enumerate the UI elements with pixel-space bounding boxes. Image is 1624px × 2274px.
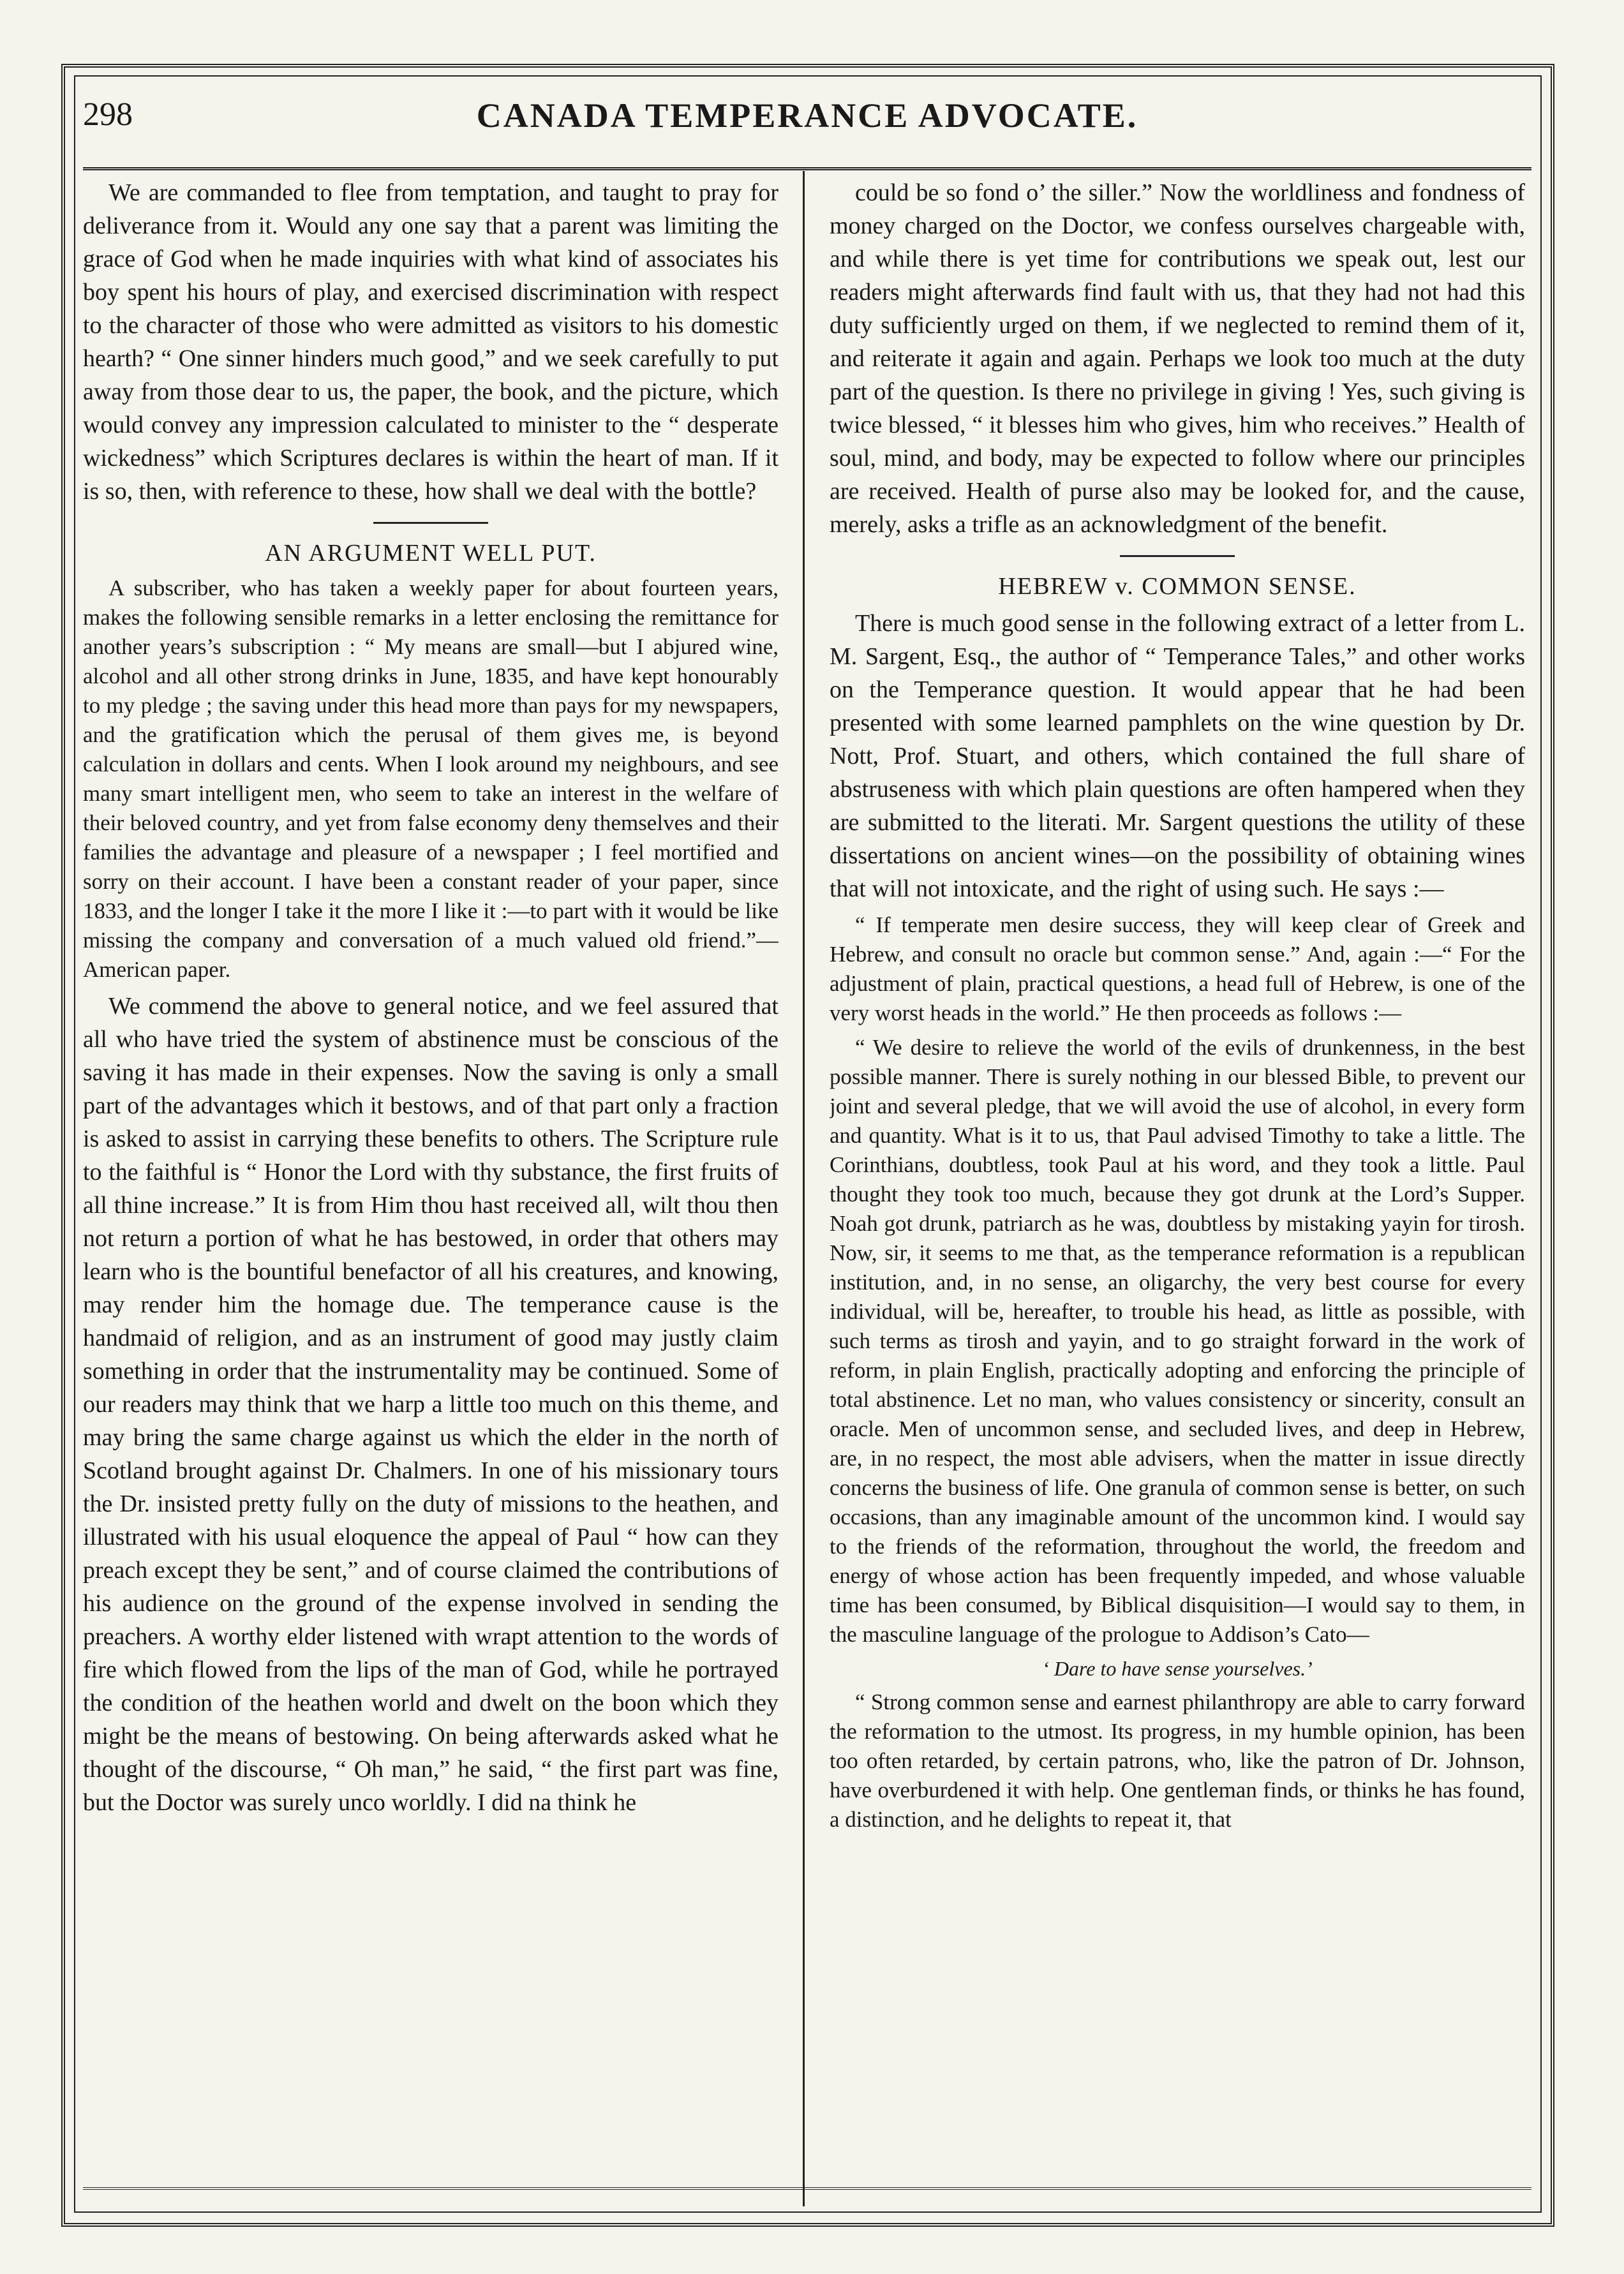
section-separator	[1120, 555, 1235, 557]
article-paragraph: could be so fond o’ the siller.” Now the worldliness and fondness of money charged on the Doctor, we confess ourselves chargeable with, and while there is yet time for contributions we speak out, lest our readers might afterwards find fault with us, that they had not had this duty sufficiently urged on them, if we neglected to remind them of it, and reiterate it again and again. Perhaps we look too much at the duty part of the question. Is there no privilege in giving ! Yes, such giving is twice blessed, “ it blesses him who gives, him who receives.” Health of soul, mind, and body, may be expected to follow where our principles are received. Health of purse also may be looked for, and the cause, merely, asks a trifle as an acknowledgment of the benefit.	[830, 179, 1525, 538]
header-rule	[83, 167, 1531, 170]
article-heading: HEBREW v. COMMON SENSE.	[998, 573, 1357, 600]
article-paragraph: We are commanded to flee from temptation, and taught to pray for deliverance from it. Would any one say that a parent was limiting the grace of God when he made inquiries with what kind of associates his boy spent his hours of play, and exercised discrimination with respect to the character of those who were admitted as visitors to his domestic hearth? “ One sinner hinders much good,” and we seek carefully to put away from those dear to us, the paper, the book, and the picture, which would convey any impression calculated to minister to the “ desperate wickedness” which Scriptures declares is within the heart of man. If it is so, then, with reference to these, how shall we deal with the bottle?	[83, 179, 778, 505]
left-column	[83, 176, 778, 2167]
running-title: CANADA TEMPERANCE ADVOCATE.	[476, 96, 1138, 135]
article-paragraph: “ If temperate men desire success, they will keep clear of Greek and Hebrew, and consult no oracle but common sense.” And, again :—“ For the adjustment of plain, practical questions, a head full of Hebrew, is one of the very worst heads in the world.” He then proceeds as follows :—	[830, 912, 1525, 1025]
article-paragraph: “ Strong common sense and earnest philanthropy are able to carry forward the reformation to the utmost. Its progress, in my humble opinion, has been too often retarded, by certain patrons, who, like the patron of Dr. Johnson, have overburdened it with help. One gentleman finds, or thinks he has found, a distinction, and he delights to repeat it, that	[830, 1690, 1525, 1832]
article-paragraph: There is much good sense in the following extract of a letter from L. M. Sargent, Esq., the author of “ Temperance Tales,” and other works on the Temperance question. It would appear that he had been presented with some learned pamphlets on the wine question by Dr. Nott, Prof. Stuart, and others, which contained the full share of abstruseness with which plain questions are often hampered when they are submitted to the literati. Mr. Sargent questions the utility of these dissertations on ancient wines—on the possibility of obtaining wines that will not intoxicate, and the right of using such. He says :—	[830, 610, 1525, 902]
bottom-rule	[83, 2187, 1531, 2190]
page-header	[83, 96, 1531, 147]
article-paragraph: A subscriber, who has taken a weekly paper for about fourteen years, makes the following sensible remarks in a letter enclosing the remittance for another years’s subscription : “ My means are small—but I abjured wine, alcohol and all other strong drinks in June, 1835, and have kept honourably to my pledge ; the saving under this head more than pays for my newspapers, and the gratification which the perusal of them gives me, is beyond calculation in dollars and cents. When I look around my neighbours, and see many smart intelligent men, who seem to take an interest in the welfare of their beloved country, and yet from false economy deny themselves and their families the advantage and pleasure of a newspaper ; I feel mortified and sorry on their account. I have been a constant reader of your paper, since 1833, and the longer I take it the more I like it :—to part with it would be like missing the company and conversation of a much valued old friend.”—American paper.	[83, 576, 778, 982]
column-divider	[803, 171, 805, 2206]
section-separator	[373, 522, 488, 524]
article-paragraph: We commend the above to general notice, and we feel assured that all who have tried the system of abstinence must be conscious of the saving it has made in their expenses. Now the saving is only a small part of the advantages which it bestows, and of that part only a fraction is asked to assist in carrying these benefits to others. The Scripture rule to the faithful is “ Honor the Lord with thy substance, the first fruits of all thine increase.” It is from Him thou hast received all, wilt thou then not return a portion of what he has bestowed, in order that others may learn who is the bountiful benefactor of all his creatures, and knowing, may render him the homage due. The temperance cause is the handmaid of religion, and as an instrument of good may justly claim something in order that the instrumentality may be continued. Some of our readers may think that we harp a little too much on this theme, and may bring the same charge against us which the elder in the north of Scotland brought against Dr. Chalmers. In one of his missionary tours the Dr. insisted pretty fully on the duty of missions to the heathen, and illustrated with his usual eloquence the appeal of Paul “ how can they preach except they be sent,” and of course claimed the contributions of his audience on the ground of the expense involved in sending the preachers. A worthy elder listened with wrapt attention to the words of fire which flowed from the lips of the man of God, while he portrayed the condition of the heathen world and dwelt on the boon which they might be the means of bestowing. On being afterwards asked what he thought of the discourse, “ Oh man,” he said, “ the first part was fine, but the Doctor was surely unco worldly. I did na think he	[83, 993, 778, 1816]
page-number: 298	[83, 96, 133, 133]
right-column	[830, 176, 1525, 2167]
article-heading: AN ARGUMENT WELL PUT.	[265, 540, 597, 567]
article-paragraph: “ We desire to relieve the world of the evils of drunkenness, in the best possible manner. There is surely nothing in our blessed Bible, to prevent our joint and several pledge, that we will avoid the use of alcohol, in every form and quantity. What is it to us, that Paul advised Timothy to take a little. The Corinthians, doubtless, took Paul at his word, and they took a little. Paul thought they took too much, because they got drunk at the Lord’s Supper. Noah got drunk, patriarch as he was, doubtless by mistaking yayin for tirosh. Now, sir, it seems to me that, as the temperance reformation is a republican institution, and, in no sense, an oligarchy, the very best course for every individual, will be, hereafter, to trouble his head, as little as possible, with such terms as tirosh and yayin, and to go straight forward in the work of reform, in plain English, practically adopting and enforcing the principle of total abstinence. Let no man, who values consistency or sincerity, consult an oracle. Men of uncommon sense, and secluded lives, and deep in Hebrew, are, in no respect, the most able advisers, when the matter in issue directly concerns the business of life. One granula of common sense is better, on such occasions, than any imaginable amount of the uncommon kind. I would say to the friends of the reformation, throughout the world, the freedom and energy of whose action has been frequently impeded, and whose valuable time has been consumed, by Biblical disquisition—I would say to them, in the masculine language of the prologue to Addison’s Cato—	[830, 1035, 1525, 1647]
quote-line: ‘ Dare to have sense yourselves.’	[1042, 1657, 1313, 1680]
